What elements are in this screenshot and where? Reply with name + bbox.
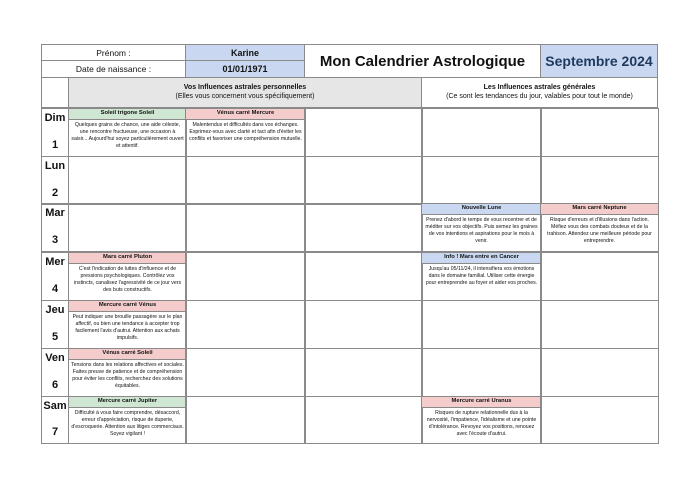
event-block [69,253,186,300]
event-text: Difficulté à vous faire comprendre, désaccord, erreur d'appréciation, risque de duperie, d'escroquerie. Attention aux litiges commerciaux. Soyez vigilant ! [71,409,184,437]
day-cell [41,348,69,397]
calendar-cell [68,203,187,252]
event-block [541,204,658,251]
event-text: Peut indiquer une brouille passagère sur le plan affectif, ou bien une tendance à accepter trop facilement l'avis d'autrui. Attention aux achats impulsifs. [72,313,183,341]
calendar-cell [185,108,306,157]
calendar-cell [185,252,306,301]
personal-section-title: Vos Influences astrales personnelles [183,83,307,91]
day-number: 3 [51,234,59,246]
event-block [69,301,186,348]
event-title: Mercure carré Vénus [69,301,186,312]
day-cell [41,203,69,252]
event-block [422,253,541,300]
day-number: 6 [51,379,59,391]
general-section-sub: (Ce sont les tendances du jour, valables pour tout le monde) [446,92,633,100]
event-title: Vénus carré Soleil [69,349,186,360]
calendar-cell [68,300,187,349]
event-text: Risques de rupture relationnelle dus à la nervosité, l'impatience, l'idéalisme et une pointe d'intolérance. Revoyez vos positions, renouez avec l'écoute d'autrui. [426,409,537,437]
event-block [69,349,186,396]
calendar-cell [540,300,659,349]
event-text: Tensions dans les relations affectives et sociales. Faites preuve de patience et de compréhension pour éviter les conflits, recherchez des solutions équitables. [71,361,184,389]
event-title: Soleil trigone Soleil [69,109,186,120]
event-title: Vénus carré Mercure [186,109,305,120]
day-name: Dim [44,112,66,124]
corner-cell [41,77,69,108]
event-text: Jusqu'au 05/11/24, il intensifiera vos émotions dans le domaine familial. Utiliser cette énergie pour entreprendre au foyer et aider vos proches. [425,265,538,286]
calendar-cell [304,300,423,349]
calendar-cell [68,156,187,205]
calendar-cell [540,348,659,397]
calendar-cell [540,108,659,157]
calendar-cell [540,203,659,252]
day-cell [41,108,69,157]
event-text: Quelques grains de chance, une aide céleste, une rencontre fructueuse, une occasion à saisir... Aujourd'hui soyez particulièrement ouvert et attentif. [71,121,184,149]
event-text: Malentendus et difficultés dans vos échanges. Exprimez-vous avec clarté et tact afin d'éviter les conflits et favoriser une compréhension mutuelle. [189,121,302,142]
calendar-cell [185,300,306,349]
naissance-label: Date de naissance : [41,60,186,78]
day-name: Sam [43,400,67,412]
calendar-cell [421,348,542,397]
prenom-value: Karine [185,44,305,61]
event-title: Mercure carré Jupiter [69,397,186,408]
calendar-cell [185,156,306,205]
calendar-cell [185,203,306,252]
event-block [69,109,186,156]
day-number: 4 [51,283,59,295]
day-name: Ven [45,352,65,364]
day-number: 1 [51,139,59,151]
day-name: Jeu [45,304,65,316]
event-text: C'est l'indication de luttes d'influence et de pressions psychologiques. Contrôlez vos instincts, canalisez l'agressivité de ce jour vers des buts constructifs. [73,265,182,293]
event-title: Info ! Mars entre en Cancer [422,253,541,264]
day-cell [41,156,69,205]
day-name: Mer [45,256,65,268]
day-name: Lun [44,160,66,172]
calendar-cell [185,396,306,444]
general-section-title: Les Influences astrales générales [483,83,596,91]
month-label: Septembre 2024 [540,44,658,78]
event-block [422,204,541,251]
calendar-cell [304,252,423,301]
calendar-cell [185,348,306,397]
personal-section-header [68,77,422,108]
calendar-cell [540,252,659,301]
calendar-cell [540,396,659,444]
day-cell [41,252,69,301]
naissance-value: 01/01/1971 [185,60,305,78]
event-title: Nouvelle Lune [422,204,541,215]
event-title: Mars carré Pluton [69,253,186,264]
event-title: Mercure carré Uranus [422,397,541,408]
calendar-cell [421,203,542,252]
day-number: 2 [51,187,59,199]
calendar-cell [421,396,542,444]
calendar-cell [540,156,659,205]
event-block [186,109,305,156]
day-cell [41,300,69,349]
day-name: Mar [45,207,65,219]
calendar-cell [304,348,423,397]
calendar-cell [304,396,423,444]
calendar-cell [304,108,423,157]
calendar-cell [421,252,542,301]
event-block [422,397,541,443]
calendar-cell [304,203,423,252]
day-number: 5 [51,331,59,343]
prenom-label: Prénom : [41,44,186,61]
event-text: Risque d'erreurs et d'illusions dans l'action. Méfiez vous des combats douteux et de la trahison. Attendez une meilleure période pour entreprendre. [547,216,652,244]
calendar-cell [68,252,187,301]
page-title: Mon Calendrier Astrologique [304,44,541,78]
calendar-cell [68,348,187,397]
event-block [69,397,186,443]
day-number: 7 [51,426,59,438]
event-title: Mars carré Neptune [541,204,658,215]
calendar-cell [421,108,542,157]
calendar-cell [421,156,542,205]
event-text: Prenez d'abord le temps de vous recentrer et de méditer sur vos objectifs. Puis semez les graines de vos intentions et aspirations pour le mois à venir. [425,216,538,244]
calendar-cell [421,300,542,349]
calendar-cell [68,396,187,444]
calendar-cell [304,156,423,205]
calendar-cell [68,108,187,157]
day-cell [41,396,69,444]
personal-section-sub: (Elles vous concernent vous spécifiquement) [175,92,315,100]
general-section-header [421,77,658,108]
